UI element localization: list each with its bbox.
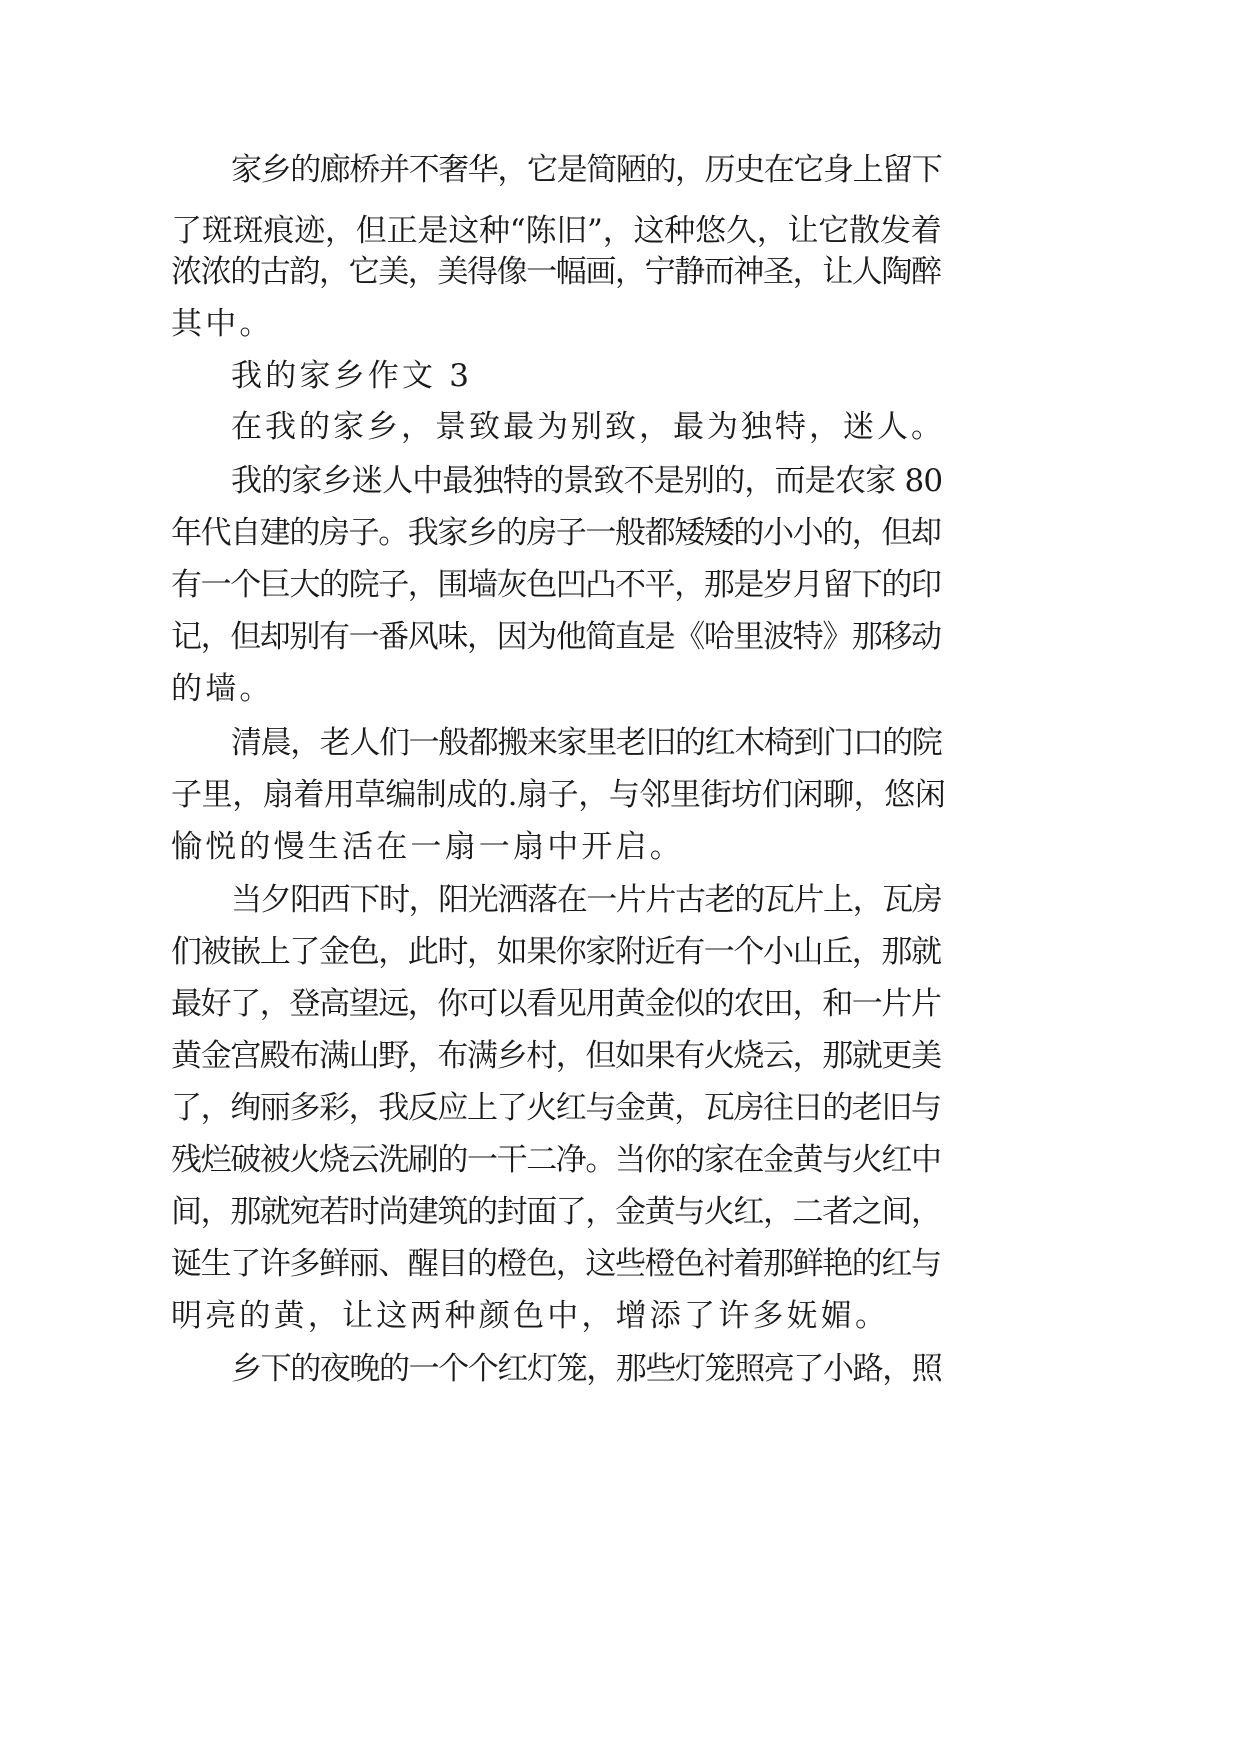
- text-line: 年代自建的房子。我家乡的房子一般都矮矮的小小的，但却: [171, 515, 941, 551]
- text-line: 我的家乡迷人中最独特的景致不是别的，而是农家 80: [231, 463, 943, 499]
- text-line: 记，但却别有一番风味，因为他简直是《哈里波特》那移动: [171, 619, 941, 655]
- section-heading: 我的家乡作文 3: [231, 358, 473, 394]
- text-line: 在我的家乡，景致最为别致，最为独特，迷人。: [231, 409, 945, 445]
- text-line: 们被嵌上了金色，此时，如果你家附近有一个小山丘，那就: [171, 934, 941, 970]
- text-line: 浓浓的古韵，它美，美得像一幅画，宁静而神圣，让人陶醉: [171, 254, 941, 290]
- text-line: 有一个巨大的院子，围墙灰色凹凸不平，那是岁月留下的印: [171, 567, 941, 603]
- text-line: 其中。: [171, 306, 274, 342]
- text-line: 的墙。: [171, 671, 274, 707]
- text-line: 明亮的黄，让这两种颜色中，增添了许多妩媚。: [171, 1298, 890, 1334]
- text-line: 黄金宫殿布满山野，布满乡村，但如果有火烧云，那就更美: [171, 1038, 941, 1074]
- text-line: 诞生了许多鲜丽、醒目的橙色，这些橙色衬着那鲜艳的红与: [171, 1246, 941, 1282]
- text-line: 间，那就宛若时尚建筑的封面了，金黄与火红，二者之间，: [171, 1194, 941, 1230]
- text-line: 当夕阳西下时，阳光洒落在一片片古老的瓦片上，瓦房: [231, 882, 942, 918]
- text-line: 家乡的廊桥并不奢华，它是简陋的，历史在它身上留下: [231, 152, 942, 188]
- text-line: 乡下的夜晚的一个个红灯笼，那些灯笼照亮了小路，照: [231, 1351, 942, 1387]
- text-line: 了斑斑痕迹，但正是这种“陈旧”，这种悠久，让它散发着: [171, 213, 942, 249]
- text-line: 残烂破被火烧云洗刷的一干二净。当你的家在金黄与火红中: [171, 1142, 941, 1178]
- text-line: 子里，扇着用草编制成的.扇子，与邻里街坊们闲聊，悠闲: [171, 777, 946, 813]
- text-line: 清晨，老人们一般都搬来家里老旧的红木椅到门口的院: [231, 725, 942, 761]
- text-line: 愉悦的慢生活在一扇一扇中开启。: [171, 829, 684, 865]
- text-line: 最好了，登高望远，你可以看见用黄金似的农田，和一片片: [171, 986, 941, 1022]
- text-line: 了，绚丽多彩，我反应上了火红与金黄，瓦房往日的老旧与: [171, 1090, 941, 1126]
